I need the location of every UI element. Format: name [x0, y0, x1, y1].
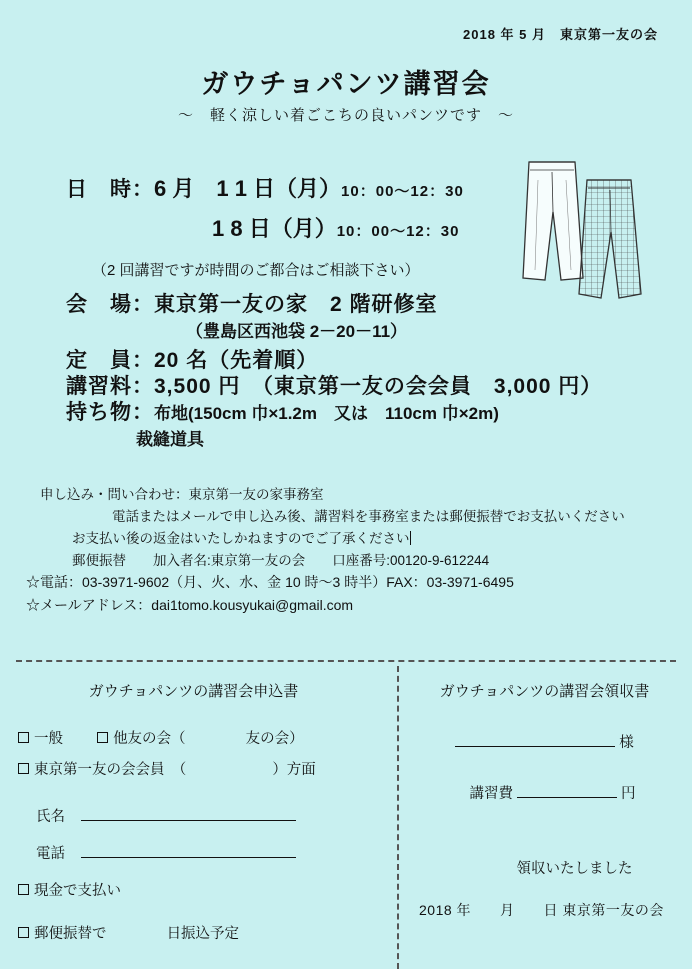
receipt-sama-label: 様	[619, 735, 634, 751]
contact-line-2: 電話またはメールで申し込み後、講習料を事務室または郵便振替でお支払いください	[112, 508, 625, 524]
checkbox-member-label: 東京第一友の会会員 （	[34, 762, 187, 778]
date-row-1	[0, 178, 692, 200]
contact-line-5: ☆電話：03-3971-9602（月、火、水、金 10 時～3 時半）FAX：03-3971-6495	[26, 574, 514, 591]
pay-transfer-tail: 日振込予定	[166, 926, 240, 942]
contact-line-1: 申し込み・問い合わせ：東京第一友の家事務室	[40, 487, 324, 502]
receipt-yen-label: 円	[621, 786, 636, 802]
pay-transfer-label: 郵便振替で	[34, 926, 107, 942]
application-form	[0, 680, 397, 965]
pay-cash-row	[0, 879, 397, 900]
capacity-label: 定 員：	[66, 349, 154, 372]
fee-row	[0, 376, 692, 397]
bring-label: 持ち物：	[66, 401, 154, 424]
receipt-fee-input[interactable]	[517, 782, 617, 798]
application-option-row-2	[0, 758, 397, 779]
tel-label: 電話	[36, 846, 65, 862]
header-date-org: 2018 年 5 月 東京第一友の会	[463, 27, 658, 42]
date-1: 6 月 1 1 日（月）	[154, 176, 342, 201]
checkbox-other-tomo[interactable]	[97, 732, 108, 743]
date-label: 日 時：	[66, 178, 154, 201]
contact-line-4: 郵便振替 加入者名:東京第一友の会 口座番号:00120-9-612244	[72, 552, 490, 568]
name-field-row	[0, 805, 397, 826]
bring-value-2: 裁縫道具	[136, 430, 204, 449]
date-2-time: 10：00～12：30	[336, 223, 460, 240]
bring-value: 布地(150cm 巾×1.2m 又は 110cm 巾×2m)	[154, 404, 499, 423]
fee-value: 3,500 円 （東京第一友の会会員 3,000 円）	[154, 375, 603, 398]
checkbox-other-tomo-label: 他友の会（	[113, 731, 186, 747]
text-caret	[410, 531, 411, 545]
venue-label: 会 場：	[66, 293, 154, 316]
checkbox-pay-transfer[interactable]	[18, 927, 29, 938]
member-tail: ）方面	[272, 762, 316, 778]
checkbox-member[interactable]	[18, 763, 29, 774]
horizontal-cut-line	[16, 660, 676, 662]
two-session-note: （2 回講習ですが時間のご都合はご相談下さい）	[92, 262, 420, 279]
capacity-value: 20 名（先着順）	[154, 349, 319, 372]
name-label: 氏名	[36, 809, 65, 825]
receipt-fee-label: 講習費	[469, 786, 513, 802]
capacity-row	[0, 350, 692, 371]
date-1-time: 10：00～12：30	[341, 183, 464, 200]
receipt-name-input[interactable]	[455, 731, 615, 747]
page-subtitle: ～ 軽く涼しい着ごこちの良いパンツです ～	[177, 107, 514, 124]
receipt-acknowledged: 領収いたしました	[516, 861, 633, 877]
contact-block	[0, 484, 692, 617]
fee-label: 講習料：	[66, 375, 154, 398]
checkbox-general-label: 一般	[34, 731, 63, 747]
details-block	[0, 178, 692, 460]
contact-line-3-text: お支払い後の返金はいたしかねますのでご了承ください	[72, 530, 410, 546]
receipt-form-title: ガウチョパンツの講習会領収書	[439, 683, 650, 700]
page-title: ガウチョパンツ講習会	[201, 69, 491, 99]
date-row-2	[0, 212, 692, 243]
contact-line-3	[0, 528, 692, 550]
receipt-date-org: 2018 年 月 日 東京第一友の会	[419, 902, 664, 918]
checkbox-general[interactable]	[18, 732, 29, 743]
receipt-name-row	[397, 731, 692, 752]
tel-input[interactable]	[81, 842, 296, 858]
bring-row	[0, 402, 692, 423]
application-form-title: ガウチョパンツの講習会申込書	[88, 683, 299, 700]
receipt-fee-row	[397, 782, 692, 803]
tel-field-row	[0, 842, 397, 863]
application-option-row-1	[0, 727, 397, 748]
other-tomo-tail: 友の会）	[245, 731, 304, 747]
checkbox-pay-cash[interactable]	[18, 884, 29, 895]
pay-transfer-row	[0, 922, 397, 943]
name-input[interactable]	[81, 805, 296, 821]
contact-line-6: ☆メールアドレス：dai1tomo.kousyukai@gmail.com	[26, 597, 354, 614]
date-2: 1 8 日（月）	[212, 216, 337, 241]
receipt-form	[397, 680, 692, 920]
venue-value: 東京第一友の家 2 階研修室	[154, 293, 438, 316]
pay-cash-label: 現金で支払い	[34, 883, 121, 899]
venue-row	[0, 294, 692, 315]
venue-address: （豊島区西池袋 2－20－11）	[186, 322, 408, 341]
